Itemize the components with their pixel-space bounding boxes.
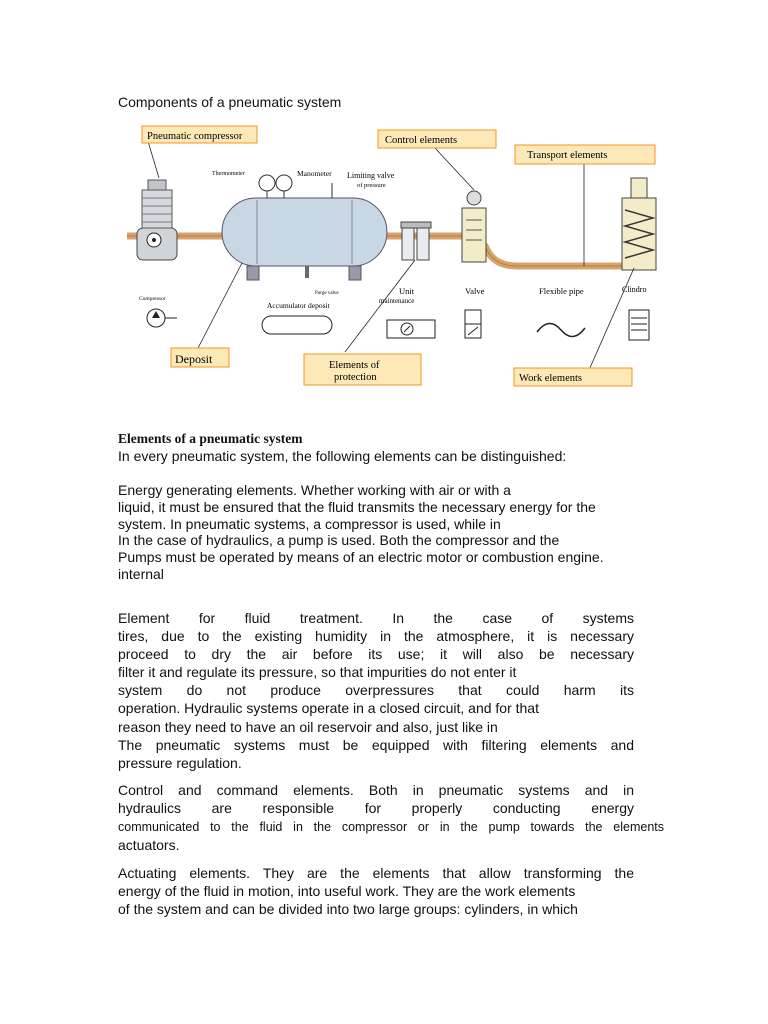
annotation-accumulator: Accumulator deposit [267, 301, 330, 310]
intro-line: In every pneumatic system, the following elements can be distinguished: [118, 448, 567, 464]
maintenance-unit-illustration [401, 222, 431, 260]
annotation-thermometer: Thermometer [212, 171, 245, 177]
annotation-cylinder: Clindro [622, 285, 647, 294]
p4-line: of the system and can be divided into two large groups: cylinders, in which [118, 901, 578, 917]
cylinder-symbol [629, 310, 649, 340]
p3-line: communicated to the fluid in the compressor or in the pump towards the elements [118, 820, 664, 834]
accumulator-tank [222, 175, 387, 280]
figure-caption: Components of a pneumatic system [118, 94, 342, 110]
p2-line: proceed to dry the air before its use; it will also be necessary [118, 646, 634, 662]
p3-line: actuators. [118, 837, 180, 853]
label-work: Work elements [519, 373, 583, 384]
annotation-purge: Purge valve [315, 291, 339, 296]
flexible-pipe-symbol [537, 323, 585, 336]
p2-line: tires, due to the existing humidity in the atmosphere, it is necessary [118, 628, 634, 644]
p1-line: In the case of hydraulics, a pump is used. Both the compressor and the [118, 532, 560, 548]
annotation-compressor: Compressor [139, 296, 166, 302]
p2-line: Element for fluid treatment. In the case of systems [118, 610, 634, 626]
p2-line: reason they need to have an oil reservoir and also, just like in [118, 719, 498, 735]
p2-line: pressure regulation. [118, 755, 242, 771]
p4-line: Actuating elements. They are the elements that allow transforming the [118, 865, 634, 881]
annotation-valve: Valve [465, 286, 485, 296]
p3-line: hydraulics are responsible for properly conducting energy [118, 800, 634, 816]
p1-line: Energy generating elements. Whether working with air or with a [118, 482, 511, 498]
label-transport: Transport elements [527, 150, 608, 161]
label-control: Control elements [385, 135, 458, 146]
compressor-illustration [137, 180, 177, 260]
p4-line: energy of the fluid in motion, into useful work. They are the work elements [118, 883, 576, 899]
cylinder-illustration [622, 178, 656, 270]
compressor-symbol [147, 309, 177, 327]
valve-illustration [462, 191, 486, 262]
annotation-manometer: Manometer [297, 169, 332, 178]
maintenance-unit-symbol [387, 320, 435, 338]
annotation-unit-2: maintenance [379, 297, 415, 305]
section-heading: Elements of a pneumatic system [118, 431, 303, 446]
p2-line: operation. Hydraulic systems operate in a closed circuit, and for that [118, 700, 539, 716]
annotation-unit-1: Unit [399, 286, 415, 296]
p2-line: filter it and regulate its pressure, so that impurities do not enter it [118, 664, 517, 680]
label-compressor: Pneumatic compressor [147, 131, 243, 142]
p1-line: internal [118, 566, 164, 582]
p3-line: Control and command elements. Both in pneumatic systems and in [118, 782, 634, 798]
label-protection-line1: Elements of [329, 360, 380, 371]
label-deposit: Deposit [175, 352, 213, 366]
annotation-flexible-pipe: Flexible pipe [539, 286, 584, 296]
pneumatic-system-diagram [117, 118, 657, 394]
annotation-limiting-2: of pressure [357, 182, 386, 189]
annotation-limiting-1: Limiting valve [347, 171, 395, 180]
p2-line: The pneumatic systems must be equipped with filtering elements and [118, 737, 634, 753]
label-protection-line2: protection [334, 372, 377, 383]
p1-line: system. In pneumatic systems, a compressor is used, while in [118, 516, 501, 532]
p1-line: liquid, it must be ensured that the fluid transmits the necessary energy for the [118, 499, 596, 515]
valve-symbol [465, 310, 481, 338]
accumulator-symbol [262, 316, 332, 334]
p1-line: Pumps must be operated by means of an electric motor or combustion engine. [118, 549, 604, 565]
p2-line: system do not produce overpressures that could harm its [118, 682, 634, 698]
